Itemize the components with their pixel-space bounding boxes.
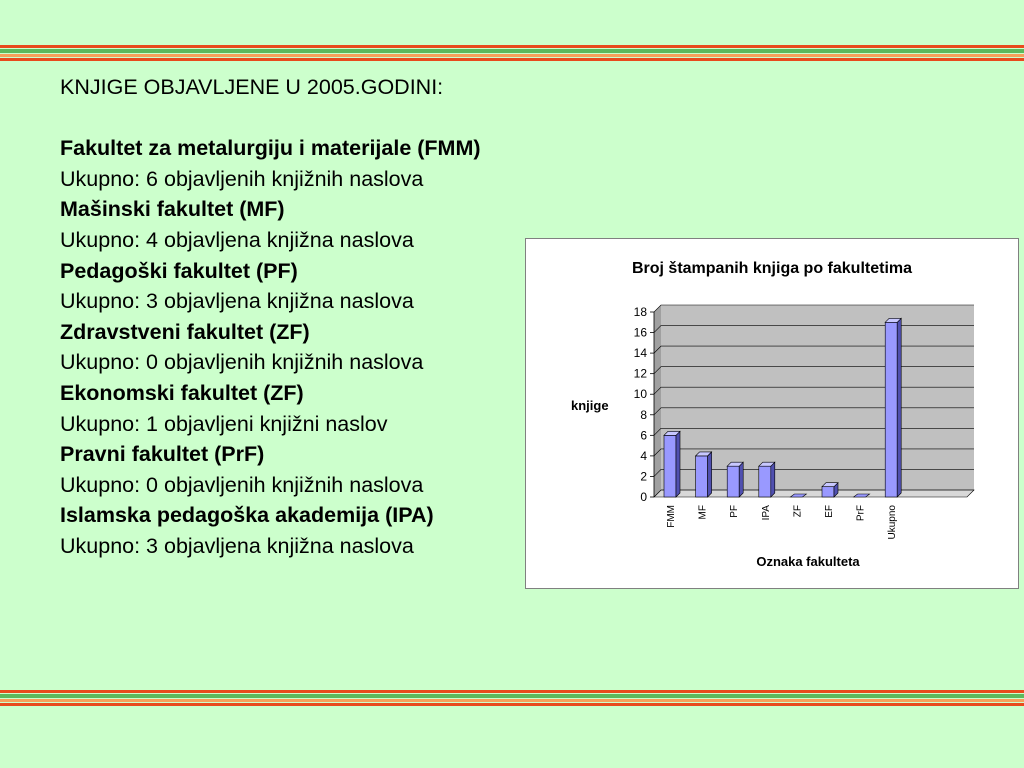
x-axis-label: Oznaka fakulteta	[756, 554, 860, 569]
y-tick-label: 10	[633, 387, 647, 402]
slide-text-block	[60, 72, 481, 562]
y-tick-label: 6	[640, 428, 647, 443]
faculty-name: Ekonomski fakultet (ZF)	[60, 380, 304, 405]
faculty-total: Ukupno: 6 objavljenih knjižnih naslova	[60, 166, 424, 191]
y-tick-label: 12	[633, 366, 647, 381]
y-tick-label: 8	[640, 407, 647, 422]
faculty-name: Pedagoški fakultet (PF)	[60, 258, 298, 283]
x-tick-label: EF	[824, 505, 835, 518]
bar	[885, 322, 897, 497]
y-axis-label: knjige	[571, 398, 609, 413]
y-tick-label: 4	[640, 448, 647, 463]
top-stripe-red-1	[0, 45, 1024, 48]
bar	[696, 456, 708, 497]
bottom-stripe-green	[0, 694, 1024, 698]
faculty-name: Fakultet za metalurgiju i materijale (FMM)	[60, 136, 481, 161]
top-stripe-red-2	[0, 58, 1024, 61]
x-tick-label: Ukupno	[887, 505, 899, 540]
x-tick-label: ZF	[792, 505, 804, 518]
x-tick-label: PF	[729, 505, 741, 518]
x-tick-label: FMM	[666, 505, 677, 528]
bar-side	[708, 452, 712, 497]
y-tick-label: 14	[633, 346, 647, 361]
faculty-total: Ukupno: 0 objavljenih knjižnih naslova	[60, 472, 424, 497]
bar-side	[739, 462, 743, 497]
chart-svg	[526, 239, 1020, 590]
plot-side-wall	[654, 305, 661, 497]
faculty-total: Ukupno: 3 objavljena knjižna naslova	[60, 289, 414, 314]
bar-side	[771, 462, 775, 497]
top-stripe-green	[0, 49, 1024, 53]
faculty-total: Ukupno: 4 objavljena knjižna naslova	[60, 227, 414, 252]
bar-side	[676, 431, 680, 497]
faculty-name: Pravni fakultet (PrF)	[60, 442, 265, 467]
bottom-stripe-orange	[0, 699, 1024, 702]
top-stripe-orange	[0, 54, 1024, 57]
faculty-name: Islamska pedagoška akademija (IPA)	[60, 503, 434, 528]
faculty-total: Ukupno: 1 objavljeni knjižni naslov	[60, 411, 388, 436]
x-tick-label: IPA	[760, 505, 772, 521]
faculty-name: Mašinski fakultet (MF)	[60, 197, 285, 222]
bar-side	[897, 318, 901, 497]
bottom-stripe-red-2	[0, 703, 1024, 706]
bar	[727, 466, 739, 497]
bar	[664, 435, 676, 497]
bottom-stripe-red-1	[0, 690, 1024, 693]
x-tick-label: MF	[697, 505, 709, 520]
spacer	[60, 103, 481, 134]
bar	[822, 487, 834, 497]
faculty-total: Ukupno: 0 objavljenih knjižnih naslova	[60, 350, 424, 375]
y-tick-label: 16	[633, 325, 647, 340]
plot-area	[634, 305, 974, 539]
faculty-list	[60, 133, 481, 561]
y-tick-label: 18	[633, 305, 647, 319]
y-tick-label: 0	[640, 490, 647, 504]
y-tick-label: 2	[640, 469, 647, 484]
slide-heading: KNJIGE OBJAVLJENE U 2005.GODINI:	[60, 75, 444, 99]
bar	[759, 466, 771, 497]
x-tick-label: PrF	[855, 505, 867, 522]
bar-chart	[525, 238, 1019, 589]
chart-title: Broj štampanih knjiga po fakultetima	[631, 260, 913, 277]
faculty-total: Ukupno: 3 objavljena knjižna naslova	[60, 533, 414, 558]
faculty-name: Zdravstveni fakultet (ZF)	[60, 319, 310, 344]
